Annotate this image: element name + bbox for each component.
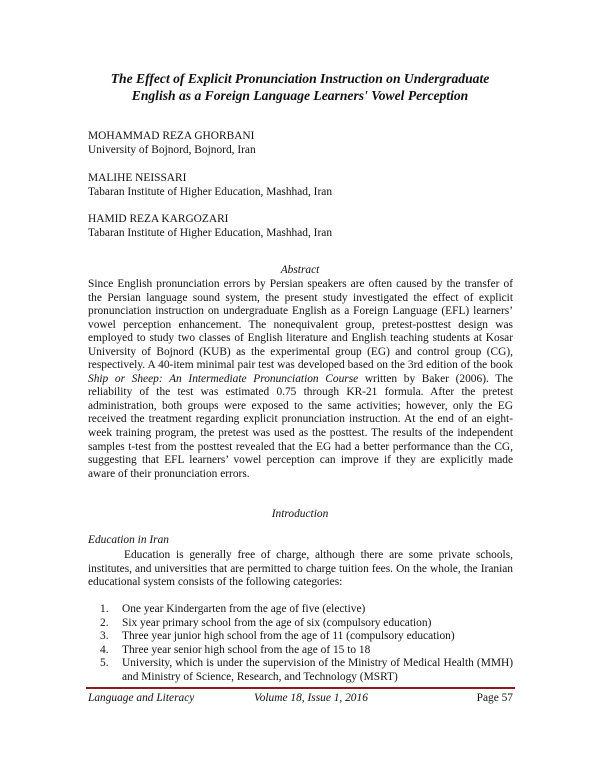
list-text: Six year primary school from the age of six (compulsory education) xyxy=(122,616,432,629)
list-number: 5. xyxy=(100,657,109,670)
author-block-3 xyxy=(88,212,332,240)
list-text: Three year senior high school from the age of 15 to 18 xyxy=(122,643,371,656)
list-number: 4. xyxy=(100,643,109,656)
list-number: 1. xyxy=(100,603,109,615)
list-number: 3. xyxy=(100,630,109,643)
title-line-2: English as a Foreign Language Learners' Vowel Perception xyxy=(131,88,469,103)
abstract-heading: Abstract xyxy=(280,264,320,276)
author-name: MOHAMMAD REZA GHORBANI xyxy=(88,130,255,142)
list-text: Three year junior high school from the age of 11 (compulsory education) xyxy=(122,630,455,643)
abstract-text-part-1: Since English pronunciation errors by Persian speakers are often caused by the transfer of the Persian language sound system, the present study investigated the effect of explicit pronunciation instruction on undergraduate English as a Foreign Language (EFL) learners’ vowel perception enhancement. The nonequivalent group, pretest-posttest design was employed to study two classes of English literature and English teaching students at Kosar University of Bojnord (KUB) as the experimental group (EG) and control group (CG), respectively. A 40-item minimal pair test was developed based on the 3rd edition of the book xyxy=(88,278,513,372)
author-name: HAMID REZA KARGOZARI xyxy=(88,213,229,225)
footer-volume: Volume 18, Issue 1, 2016 xyxy=(254,692,368,704)
footer-divider xyxy=(86,687,515,689)
book-title: Ship or Sheep: An Intermediate Pronunciation Course xyxy=(88,372,359,385)
title-line-1: The Effect of Explicit Pronunciation Instruction on Undergraduate xyxy=(110,71,490,86)
author-affiliation: Tabaran Institute of Higher Education, Mashhad, Iran xyxy=(88,227,333,239)
footer-page-number: Page 57 xyxy=(476,692,513,704)
abstract-text xyxy=(88,278,513,481)
list-text: University, which is under the supervision of the Ministry of Medical Health (MMH) and Ministry of Science, Research, and Technology (MSRT) xyxy=(122,657,513,683)
introduction-paragraph: Education is generally free of charge, although there are some private schools, institutes, and universities that are permitted to charge tuition fees. On the whole, the Iranian educational system consists of the following categories: xyxy=(88,549,513,589)
education-list xyxy=(100,603,513,684)
author-affiliation: University of Bojnord, Bojnord, Iran xyxy=(88,144,256,156)
footer-journal: Language and Literacy xyxy=(88,692,195,704)
list-item xyxy=(100,644,513,658)
introduction-heading: Introduction xyxy=(271,508,329,520)
list-item xyxy=(100,617,513,631)
paper-title xyxy=(88,70,512,104)
list-item xyxy=(100,657,513,684)
author-affiliation: Tabaran Institute of Higher Education, Mashhad, Iran xyxy=(88,186,333,198)
list-item xyxy=(100,630,513,644)
author-block-2 xyxy=(88,171,332,199)
author-name: MALIHE NEISSARI xyxy=(88,172,187,184)
list-number: 2. xyxy=(100,616,109,629)
list-text: One year Kindergarten from the age of five (elective) xyxy=(122,603,366,615)
abstract-text-part-2: written by Baker (2006). The reliability of the test was estimated 0.75 through KR-21 formula. After the pretest administration, both groups were exposed to the same activities; however, only the EG received the treatment regarding explicit pronunciation instruction. At the end of an eight-week training program, the pretest was used as the posttest. The results of the independent samples t-test from the posttest revealed that the EG had a better performance than the CG, suggesting that EFL learners’ vowel perception can improve if they are explicitly made aware of their pronunciation errors. xyxy=(88,372,513,480)
author-block-1 xyxy=(88,129,256,157)
list-item xyxy=(100,603,513,617)
section-subheading: Education in Iran xyxy=(88,534,169,546)
